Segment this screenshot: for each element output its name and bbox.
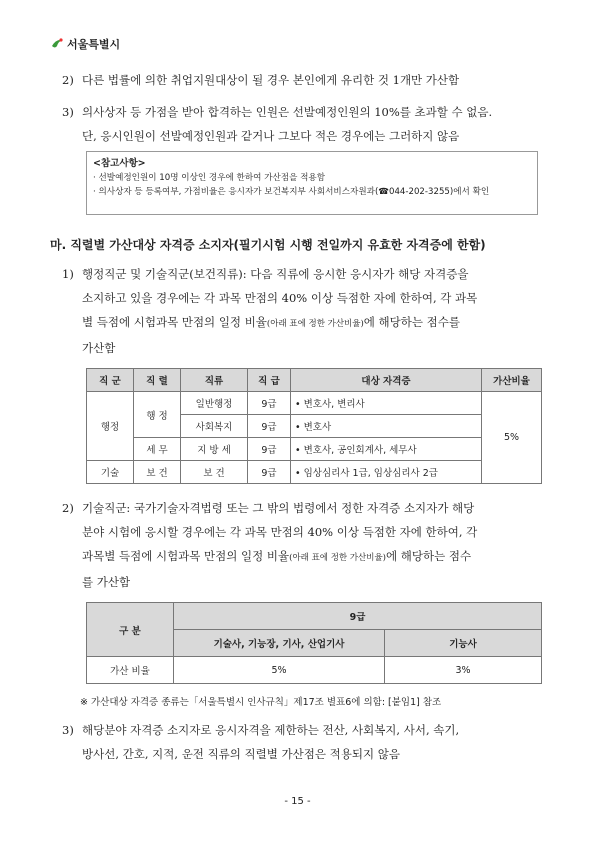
note-bullet: · 선발예정인원이 10명 이상인 경우에 한하여 가산점을 적용함 (93, 171, 531, 185)
item-2 (62, 496, 550, 594)
item-small-text: (아래 표에 정한 가산비율) (289, 553, 386, 563)
item-text: 기술직군: 국가기술자격법령 또는 그 밖의 법령에서 정한 자격증 소지자가 해당 (82, 501, 475, 515)
item-text: 과목별 득점에 시험과목 만점의 일정 비율 (82, 549, 290, 563)
table-cell: 9급 (248, 461, 291, 484)
table-header: 직 렬 (134, 369, 181, 392)
item-text: 방사선, 간호, 지적, 운전 직류의 직렬별 가산점은 적용되지 않음 (82, 747, 400, 761)
item-text: 에 해당하는 점수 (386, 549, 472, 563)
item-text: 에 해당하는 점수를 (363, 315, 460, 329)
footnote: ※ 가산대상 자격증 종류는「서울특별시 인사규칙」제17조 별표6에 의함: [붙임1] 참조 (80, 697, 442, 708)
seoul-logo-icon (50, 37, 64, 51)
item-2-top (62, 68, 550, 92)
table-header-row (87, 369, 542, 392)
table-cell: • 변호사 (291, 415, 482, 438)
table-cell: 3% (385, 657, 542, 684)
item-text: 분야 시험에 응시할 경우에는 각 과목 만점의 40% 이상 득점한 자에 한하여, 각 (82, 525, 478, 539)
table-cell: 행정 (87, 392, 134, 461)
table-header: 9급 (174, 603, 542, 630)
table-cell: 9급 (248, 415, 291, 438)
table-cell: 지 방 세 (181, 438, 248, 461)
table-cell: 보 건 (181, 461, 248, 484)
item-text: 의사상자 등 가점을 받아 합격하는 인원은 선발예정인원의 10%를 초과할 수 없음. (82, 105, 493, 119)
table-header-row (87, 603, 542, 630)
item-text: 를 가산함 (82, 575, 131, 589)
cert-table-1 (86, 368, 542, 484)
item-number: 3) (62, 105, 74, 119)
table-header: 가산비율 (482, 369, 542, 392)
item-text: 단, 응시인원이 선발예정인원과 같거나 그보다 적은 경우에는 그러하지 않음 (82, 129, 460, 143)
table-header: 기술사, 기능장, 기사, 산업기사 (174, 630, 385, 657)
table-cell: 세 무 (134, 438, 181, 461)
item-text: 가산함 (82, 341, 116, 355)
table-header: 구 분 (87, 603, 174, 657)
note-title: <참고사항> (93, 158, 146, 169)
item-1 (62, 262, 550, 360)
table-row (87, 438, 542, 461)
table-cell: 기술 (87, 461, 134, 484)
table-row (87, 461, 542, 484)
page-number: - 15 - (284, 796, 311, 807)
item-number: 3) (62, 723, 74, 737)
table-cell: 보 건 (134, 461, 181, 484)
table-cell: 5% (482, 392, 542, 484)
logo-text: 서울특별시 (67, 38, 121, 51)
table-cell: 가산 비율 (87, 657, 174, 684)
item-3-bottom (62, 718, 550, 766)
table-cell: 사회복지 (181, 415, 248, 438)
item-number: 2) (62, 73, 74, 87)
item-number: 2) (62, 501, 74, 515)
item-text: 해당분야 자격증 소지자로 응시자격을 제한하는 전산, 사회복지, 사서, 속기, (82, 723, 460, 737)
table-header: 기능사 (385, 630, 542, 657)
item-text: 행정직군 및 기술직군(보건직류): 다음 직류에 응시한 응시자가 해당 자격증을 (82, 267, 469, 281)
item-text: 별 득점에 시험과목 만점의 일정 비율 (82, 315, 267, 329)
cert-table-2 (86, 602, 542, 684)
table-cell: • 변호사, 변리사 (291, 392, 482, 415)
table-row (87, 392, 542, 415)
table-cell: 9급 (248, 438, 291, 461)
item-text: 다른 법률에 의한 취업지원대상이 될 경우 본인에게 유리한 것 1개만 가산함 (82, 73, 460, 87)
note-box (86, 151, 538, 215)
table-cell: 9급 (248, 392, 291, 415)
table-cell: • 변호사, 공인회계사, 세무사 (291, 438, 482, 461)
item-small-text: (아래 표에 정한 가산비율) (266, 319, 364, 329)
table-header: 직 급 (248, 369, 291, 392)
table-cell: 5% (174, 657, 385, 684)
table-row (87, 657, 542, 684)
note-bullet: · 의사상자 등 등록여부, 가점비율은 응시자가 보건복지부 사회서비스자원과(☎044-202-3255)에서 확인 (93, 185, 531, 199)
table-cell: • 임상심리사 1급, 임상심리사 2급 (291, 461, 482, 484)
table-cell: 행 정 (134, 392, 181, 438)
table-header: 직류 (181, 369, 248, 392)
seoul-logo (50, 36, 120, 52)
item-text: 소지하고 있을 경우에는 각 과목 만점의 40% 이상 득점한 자에 한하여, 각 과목 (82, 291, 478, 305)
section-title: 마. 직렬별 가산대상 자격증 소지자(필기시험 시행 전일까지 유효한 자격증에 한함) (50, 238, 486, 252)
item-number: 1) (62, 267, 74, 281)
item-3-top (62, 100, 550, 148)
table-cell: 일반행정 (181, 392, 248, 415)
table-header: 직 군 (87, 369, 134, 392)
table-header: 대상 자격증 (291, 369, 482, 392)
